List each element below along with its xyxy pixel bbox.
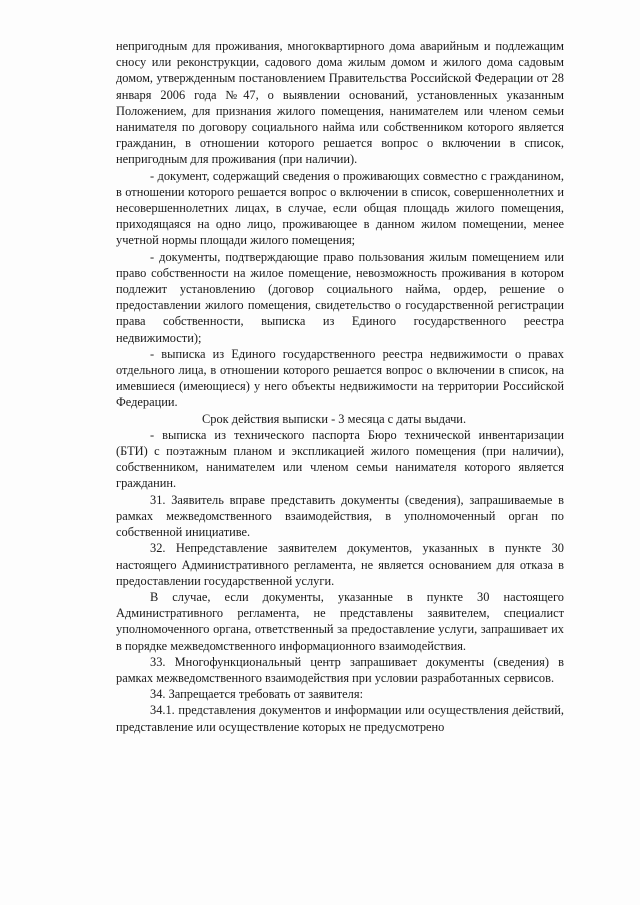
paragraph-bti-extract: - выписка из технического паспорта Бюро технической инвентаризации (БТИ) с поэтажным планом и экспликацией жилого помещения (при наличии), собственником, нанимателем или членом семьи нанимателя которого является гражданин. [116,427,564,491]
paragraph-item-34-1: 34.1. представления документов и информации или осуществления действий, представление или осуществление которых не предусмотрено [116,703,564,734]
paragraph-item-33: 33. Многофункциональный центр запрашивает документы (сведения) в рамках межведомственного взаимодействия при условии разработанных сервисов. [116,654,564,685]
paragraph-item-32-case: В случае, если документы, указанные в пункте 30 настоящего Административного регламента, не представлены заявителем, специалист уполномоченного органа, ответственный за предоставление услуги, запрашивает их в порядке межведомственного информационного взаимодействия. [116,589,564,653]
paragraph-egrn-extract: - выписка из Единого государственного реестра недвижимости о правах отдельного лица, в отношении которого решается вопрос о включении в список, на имевшиеся (имеющиеся) у него объекты недвижимости на территории Российской Федерации. [116,346,564,410]
document-body [116,38,564,735]
paragraph-continuation: непригодным для проживания, многоквартирного дома аварийным и подлежащим сносу или реконструкции, садового дома жилым домом и жилого дома садовым домом, утвержденным постановлением Правительства Российской Федерации от 28 января 2006 года №47, о выявлении оснований, установленных указанным Положением, для признания жилого помещения, нанимателем или членом семьи нанимателя по договору социального найма или собственником которого является гражданин, в отношении которого решается вопрос о включении в список, непригодным для проживания (при наличии). [116,39,564,167]
paragraph-item-32: 32. Непредставление заявителем документов, указанных в пункте 30 настоящего Административного регламента, не является основанием для отказа в предоставлении государственной услуги. [116,541,564,588]
paragraph-item-34: 34. Запрещается требовать от заявителя: [150,687,364,702]
paragraph-cohabitants-document: - документ, содержащий сведения о проживающих совместно с гражданином, в отношении которого решается вопрос о включении в список, совершеннолетних и несовершеннолетних лицах, в случае, если общая площадь жилого помещения, приходящаяся на одно лицо, проживающее в данном жилом помещении, менее учетной нормы площади жилого помещения; [116,168,564,248]
paragraph-extract-validity: Срок действия выписки - 3 месяца с даты выдачи. [202,411,467,426]
paragraph-item-31: 31. Заявитель вправе представить документы (сведения), запрашиваемые в рамках межведомственного взаимодействия, в уполномоченный орган по собственной инициативе. [116,492,564,540]
paragraph-right-of-use-documents: - документы, подтверждающие право пользования жилым помещением или право собственности на жилое помещение, невозможность проживания в котором подлежит установлению (договор социального найма, ордер, решение о предоставлении жилого помещения, свидетельство о государственной регистрации права собственности, выписка из Единого государственного реестра недвижимости); [116,249,564,345]
